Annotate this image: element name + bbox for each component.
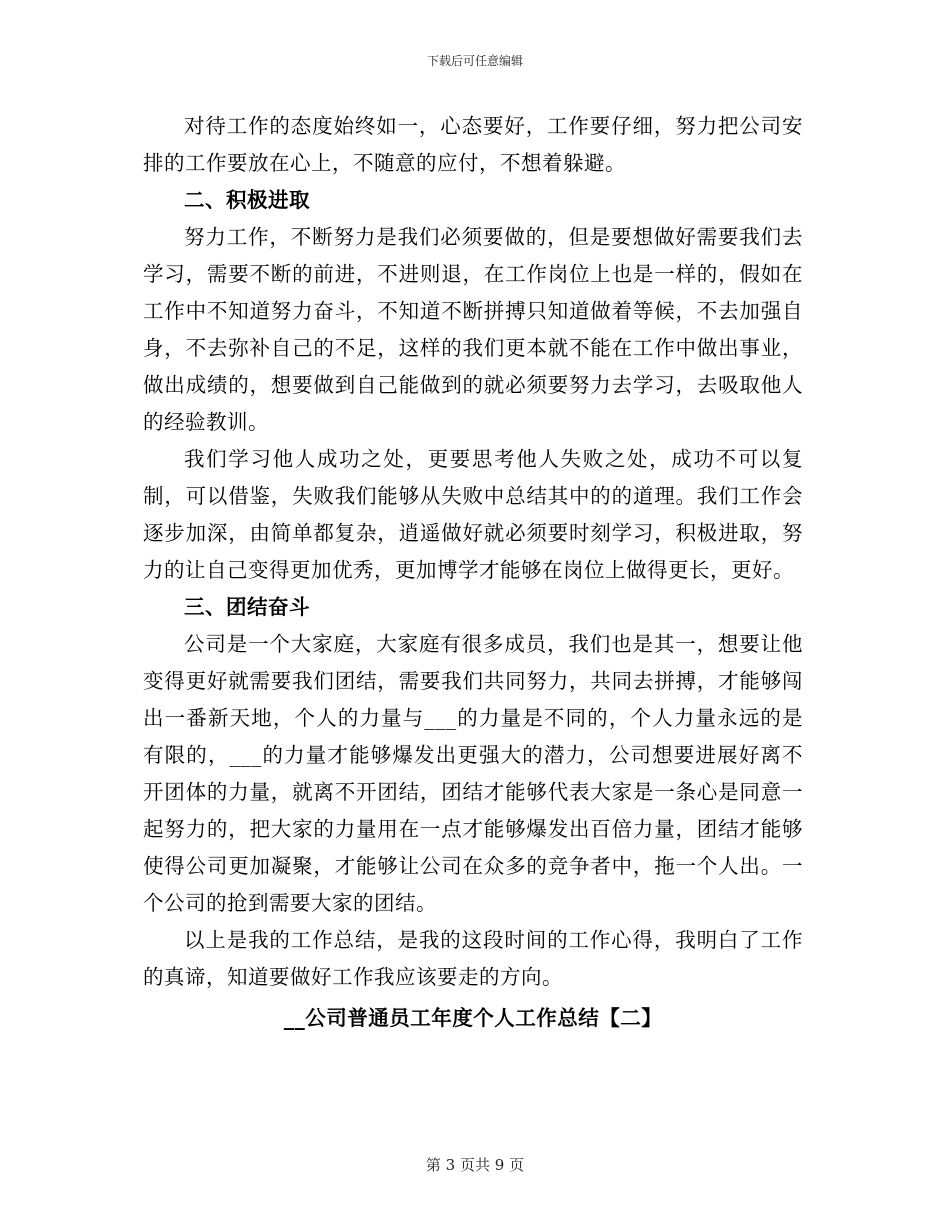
document-body xyxy=(143,108,803,1037)
paragraph-conclusion: 以上是我的工作总结，是我的这段时间的工作心得，我明白了工作的真谛，知道要做好工作我应该要走的方向。 xyxy=(143,928,803,989)
page-header: 下载后可任意编辑 xyxy=(426,54,523,68)
page-number: 第 3 页共 9 页 xyxy=(425,1156,525,1174)
section-heading-2: 二、积极进取 xyxy=(184,188,310,212)
paragraph-teamwork: 公司是一个大家庭，大家庭有很多成员，我们也是其一，想要让他变得更好就需要我们团结，需要我们共同努力，共同去拼搏，才能够闯出一番新天地，个人的力量与___的力量是不同的，个人力量永远的是有限的，___的力量才能够爆发出更强大的潜力，公司想要进展好离不开团体的力量，就离不开团结，团结才能够代表大家是一条心是同意一起努力的，把大家的力量用在一点才能够爆发出百倍力量，团结才能够使得公司更加凝聚，才能够让公司在众多的竞争者中，拖一个人出。一个公司的抢到需要大家的团结。 xyxy=(143,632,803,915)
paragraph-learning: 我们学习他人成功之处，更要思考他人失败之处，成功不可以复制，可以借鉴，失败我们能够从失败中总结其中的的道理。我们工作会逐步加深，由简单都复杂，逍遥做好就必须要时刻学习，积极进取，努力的让自己变得更加优秀，更加博学才能够在岗位上做得更长，更好。 xyxy=(143,447,803,582)
paragraph-attitude: 对待工作的态度始终如一，心态要好，工作要仔细，努力把公司安排的工作要放在心上，不随意的应付，不想着躲避。 xyxy=(143,114,803,175)
document-title-part-2: __公司普通员工年度个人工作总结【二】 xyxy=(283,1006,663,1030)
paragraph-effort: 努力工作，不断努力是我们必须要做的，但是要想做好需要我们去学习，需要不断的前进，不进则退，在工作岗位上也是一样的，假如在工作中不知道努力奋斗，不知道不断拼搏只知道做着等候，不去加强自身，不去弥补自己的不足，这样的我们更本就不能在工作中做出事业，做出成绩的，想要做到自己能做到的就必须要努力去学习，去吸取他人的经验教训。 xyxy=(143,225,803,434)
section-heading-3: 三、团结奋斗 xyxy=(184,595,310,619)
